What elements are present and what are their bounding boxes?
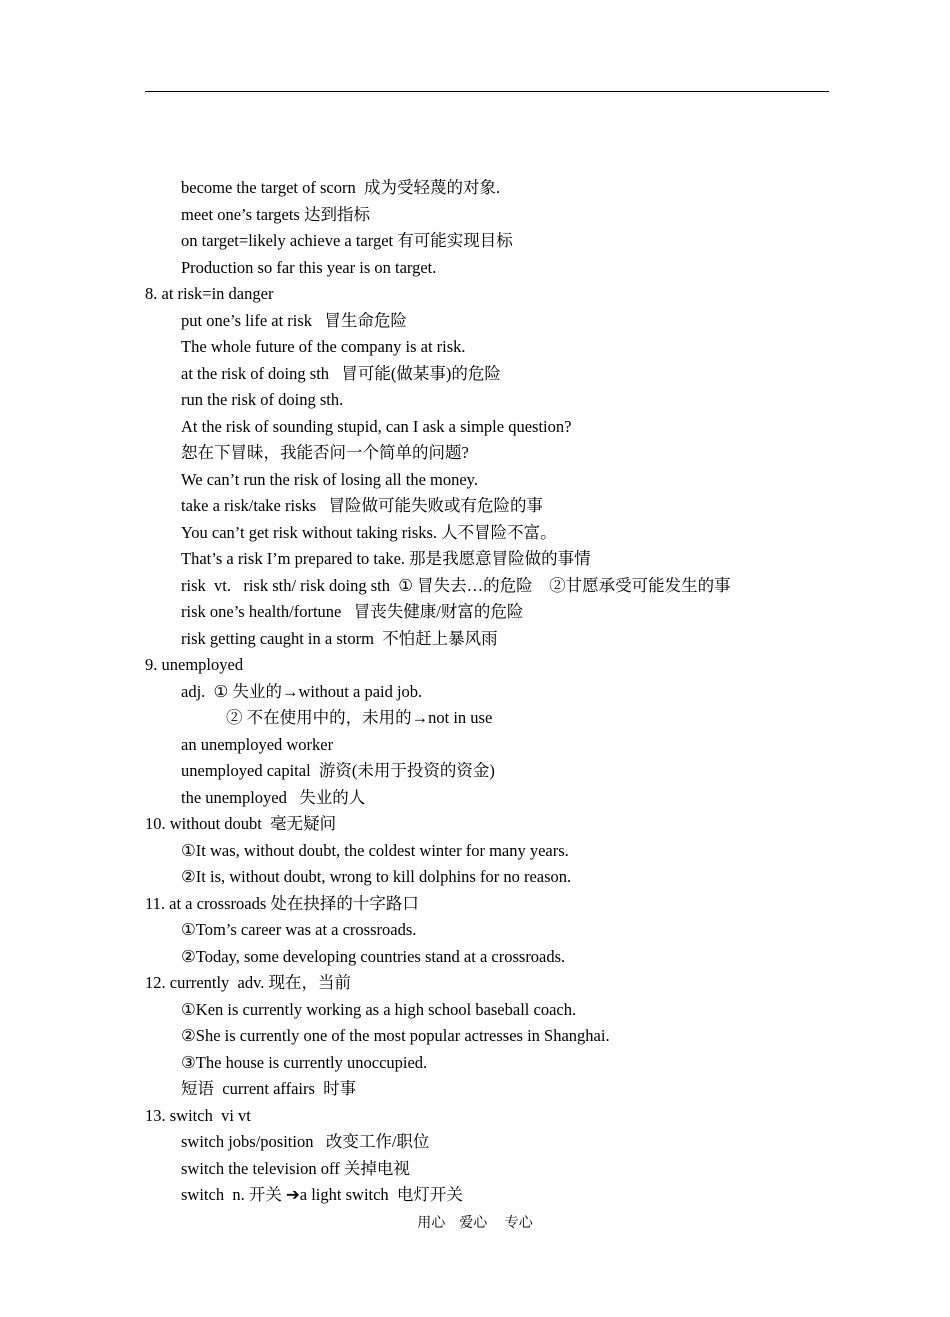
text-line: unemployed capital 游资(未用于投资的资金) (181, 761, 495, 780)
section-heading: 8. at risk=in danger (145, 284, 274, 303)
text-line: switch n. 开关 ➔a light switch 电灯开关 (181, 1185, 463, 1204)
section-heading: 9. unemployed (145, 655, 244, 674)
text-line: 恕在下冒昧，我能否问一个简单的问题? (181, 443, 469, 462)
text-line: ①Tom’s career was at a crossroads. (181, 920, 417, 939)
text-line: ①Ken is currently working as a high school baseball coach. (181, 999, 577, 1019)
text-line: ①It was, without doubt, the coldest winter for many years. (181, 840, 569, 860)
text-line: switch the television off 关掉电视 (181, 1158, 410, 1178)
text-line: Production so far this year is on target. (181, 257, 437, 277)
text-line: ③The house is currently unoccupied. (181, 1052, 428, 1072)
text-line: 短语 current affairs 时事 (181, 1079, 357, 1098)
text-line: At the risk of sounding stupid, can I ask a simple question? (181, 416, 572, 436)
text-line: take a risk/take risks 冒险做可能失败或有危险的事 (181, 496, 544, 515)
section-heading: 10. without doubt 毫无疑问 (145, 814, 337, 833)
document-body (0, 175, 950, 1209)
text-line: You can’t get risk without taking risks. 人不冒险不富。 (181, 522, 557, 542)
text-line: ②She is currently one of the most popular actresses in Shanghai. (181, 1026, 610, 1045)
text-line: become the target of scorn 成为受轻蔑的对象. (181, 178, 501, 197)
section-heading: 11. at a crossroads 处在抉择的十字路口 (145, 893, 419, 913)
text-line: at the risk of doing sth 冒可能(做某事)的危险 (181, 363, 501, 383)
text-line: risk one’s health/fortune 冒丧失健康/财富的危险 (181, 602, 524, 621)
text-line: ② 不在使用中的，未用的→not in use (226, 708, 493, 727)
header-rule (145, 91, 829, 92)
text-line: switch jobs/position 改变工作/职位 (181, 1132, 430, 1151)
page-footer: 用心 爱心 专心 (417, 1216, 533, 1231)
text-line: We can’t run the risk of losing all the money. (181, 469, 478, 489)
text-line: run the risk of doing sth. (181, 390, 344, 409)
section-heading: 13. switch vi vt (145, 1105, 251, 1125)
section-heading: 12. currently adv. 现在，当前 (145, 973, 352, 992)
text-line: risk vt. risk sth/ risk doing sth ① 冒失去…的危险 ②甘愿承受可能发生的事 (181, 575, 731, 595)
text-line: The whole future of the company is at risk. (181, 337, 466, 356)
text-line: risk getting caught in a storm 不怕赶上暴风雨 (181, 628, 498, 648)
text-line: the unemployed 失业的人 (181, 787, 366, 807)
text-line: That’s a risk I’m prepared to take. 那是我愿意冒险做的事情 (181, 549, 591, 568)
text-line: ②It is, without doubt, wrong to kill dolphins for no reason. (181, 867, 572, 886)
text-line: meet one’s targets 达到指标 (181, 204, 370, 224)
text-line: put one’s life at risk 冒生命危险 (181, 310, 407, 330)
text-line: on target=likely achieve a target 有可能实现目标 (181, 231, 513, 250)
text-line: adj. ① 失业的→without a paid job. (181, 681, 423, 701)
text-line: ②Today, some developing countries stand at a crossroads. (181, 946, 566, 966)
text-line: an unemployed worker (181, 734, 334, 754)
